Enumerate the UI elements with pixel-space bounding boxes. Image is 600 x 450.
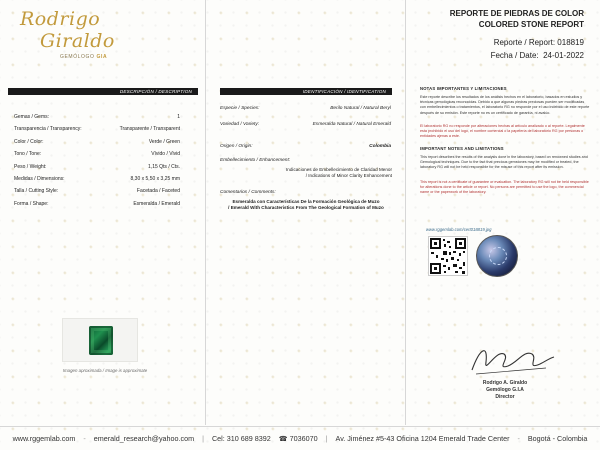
comments-label: Comentarios / Comments: [220,190,276,195]
report-number-value: 018819 [557,38,584,47]
notes-title-en: IMPORTANT NOTES AND LIMITATIONS [420,146,504,151]
description-label: Color / Color: [14,138,44,145]
description-value: Verde / Green [148,138,180,145]
footer-separator: - [83,434,86,443]
notes-text-en-2: This report is not a certificate of guarantee or evaluation. The laboratory RG will not be held responsible for alterations done to the article or report. No persons are permitted to use the logo, the commercial name or the paperwork of the laboratory. [420,180,589,195]
description-value: Facetada / Faceted [136,188,180,195]
variety-value: Esmeralda Natural / Natural Emerald [312,122,391,127]
comments-value-line-1: Esmeralda con Características De la Formación Geológica de Muzo [232,199,380,204]
comments-value [220,199,392,211]
origin-value: Colombia [369,144,391,149]
signatory-title: Gemólogo G.I.A [486,387,524,393]
identification-header: IDENTIFICACIÓN / IDENTIFICATION [220,88,392,95]
logo-subtitle-prefix: GEMÓLOGO [60,54,97,60]
report-title-es: REPORTE DE PIEDRAS DE COLOR [449,9,584,18]
description-value: Transparente / Transparent [119,126,180,133]
origin-label: Origen / Origin: [220,144,253,149]
enhancement-value [242,167,392,179]
report-date [491,51,584,60]
footer-address: Av. Jiménez #5-43 Oficina 1204 Emerald Trade Center [335,434,510,443]
description-row [14,148,180,160]
description-label: Transparencia / Transparency: [14,126,82,133]
description-value: 8,30 x 5,50 x 3,25 mm [130,175,180,182]
identification-column [205,0,405,425]
species-label: Especie / Species: [220,106,260,111]
description-label: Peso / Weight: [14,163,47,170]
footer-cel: Cel: 310 689 8392 [211,434,271,443]
description-value: Vívido / Vivid [151,151,180,158]
description-row [14,123,180,135]
signatory-name: Rodrigo A. Giraldo [482,380,528,386]
description-label: Gemas / Gems: [14,114,50,120]
emerald-gem-icon [89,326,113,355]
description-row [14,185,180,197]
description-value: 1 [177,114,180,120]
description-label: Medidas / Dimensions: [14,175,65,182]
description-row [14,161,180,173]
description-row [14,198,180,210]
footer-website-link[interactable]: www.rggemlab.com [12,434,76,443]
logo-line-2: Giraldo [40,30,115,52]
description-table [14,111,180,210]
notes-text-en-1: This report describes the results of the analysis done in the laboratory, based on renowned studies and Gemological techniques. Due to the fact that precious gemstones may be modified or treated, the laboratory RG will not be held responsible for the misuse of this report after its emission. [420,155,588,170]
qr-code-icon[interactable] [428,236,468,276]
signatory-role: Director [495,394,515,400]
notes-text-es-2: El laboratorio RG no responde por alteraciones hechas al artículo analizado o al reporte. Legalmente esta prohibido el uso del logo, el nombre comercial o la papelería del laboratorio RG por personas o entidades ajenas a este. [420,124,585,139]
description-header: DESCRIPCIÓN / DESCRIPTION [8,88,198,95]
footer-tel: ☎ 7036070 [278,434,318,443]
logo-subtitle-gia: GIA [96,54,108,60]
report-number-label: Reporte / Report: [493,38,556,47]
notes-title-es: NOTAS IMPORTANTES Y LIMITACIONES [420,86,507,91]
description-row [14,111,180,123]
report-date-value: 24-01-2022 [543,51,584,60]
description-row [14,173,180,185]
report-column [405,0,600,425]
description-column [0,0,205,425]
enhancement-label: Embellecimiento / Enhancement: [220,158,291,163]
footer-city: Bogotá - Colombia [527,434,588,443]
stone-image [62,318,138,362]
comments-value-line-2: / Emerald With Characteristics From The Geological Formation of Muzo [228,205,384,211]
enhancement-value-line-2: / Indications of Minor Clarity Enhancement [305,173,392,179]
hologram-seal-icon [476,235,518,277]
logo-subtitle [60,54,107,60]
signature-icon [466,340,556,380]
species-value: Berilo Natural / Natural Beryl [330,106,391,111]
image-caption: Imagen aproximada / Image is approximate [62,368,148,373]
footer-separator: - [517,434,520,443]
description-value: Esmeralda / Emerald [133,200,180,207]
description-label: Forma / Shape: [14,200,49,207]
brand-logo [12,8,132,64]
notes-text-es-1: Este reporte describe los resultados de los análisis hechos en el laboratorio, basados en estudios y técnicas gemológicas reconocidas. Debido a que algunas piedras preciosas pueden ser modificadas con embellecimientos o tratamientos, el laboratorio RG no responde por el uso indebido de este reporte después de su emisión. Este reporte no es un certificado de garantía, ni avalúo. [420,95,590,115]
hologram-inner-ring [489,247,507,265]
variety-label: Variedad / Variety: [220,122,260,127]
logo-line-1: Rodrigo [20,8,101,30]
description-value: 1,15 Qts / Cts. [148,163,180,170]
report-number [494,38,584,47]
report-date-label: Fecha / Date: [490,51,539,60]
footer-separator: | [202,434,204,443]
footer-separator: | [325,434,328,443]
verify-url[interactable]: www.rggemlab.com/cert018819.jpg [426,227,492,232]
description-label: Talla / Cutting Style: [14,188,59,195]
enhancement-value-line-1: Indicaciones de Embellecimiento de Claridad Menor [286,167,392,172]
contact-footer [0,426,600,450]
description-row [14,136,180,148]
footer-email-link[interactable]: emerald_research@yahoo.com [93,434,195,443]
report-title-en: COLORED STONE REPORT [478,20,584,29]
description-label: Tono / Tone: [14,151,42,158]
